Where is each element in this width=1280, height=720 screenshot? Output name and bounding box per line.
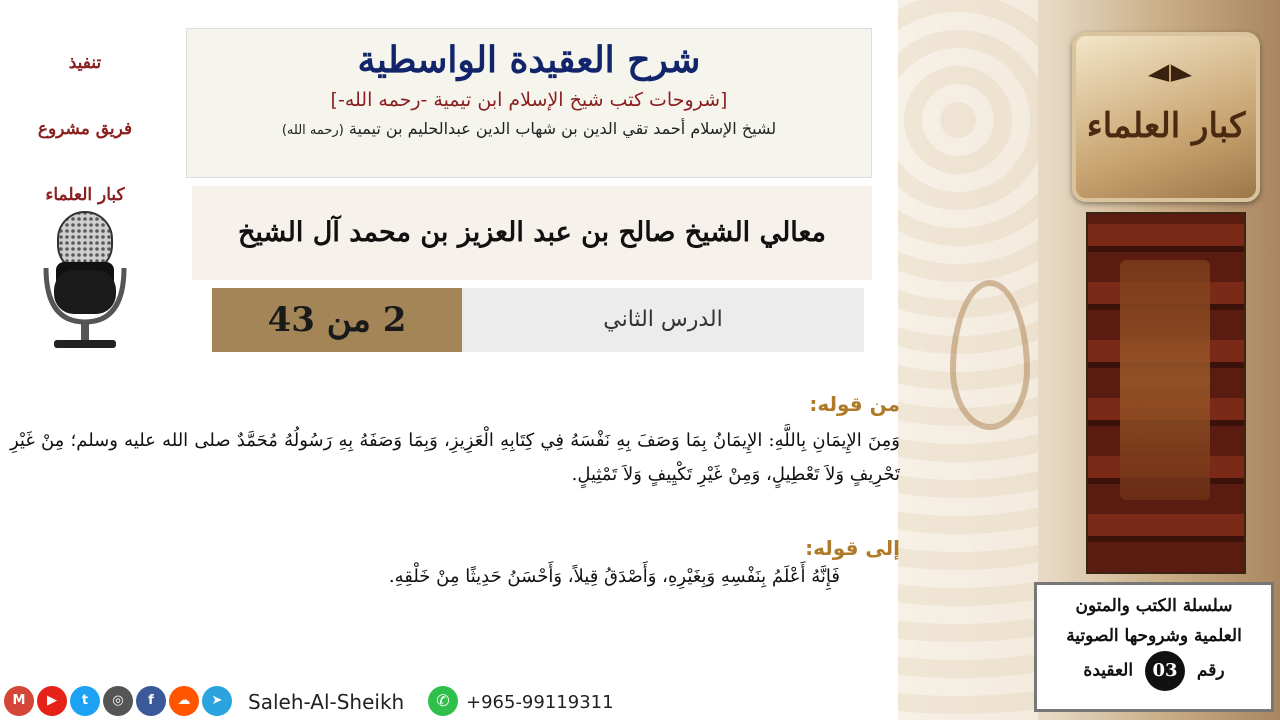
from-text: وَمِنَ الإِيمَانِ بِاللَّهِ: الإِيمَانُ بِمَا وَصَفَ بِهِ نَفْسَهُ فِي كِتَابِهِ الْعَزِيزِ، وَبِمَا وَصَفَهُ بِهِ رَسُولُهُ مُحَمَّدٌ صلى الله عليه وسلم؛ مِنْ غَيْرِ تَحْرِيفٍ وَلاَ تَعْطِيلٍ، وَمِنْ غَيْرِ تَكْيِيفٍ وَلاَ تَمْثِيلٍ. (10, 430, 900, 485)
lesson-bar (212, 288, 864, 352)
instagram-icon[interactable]: ◎ (103, 686, 133, 716)
sheikh-name: معالي الشيخ صالح بن عبد العزيز بن محمد آل الشيخ (192, 186, 872, 280)
social-handle[interactable]: Saleh-Al-Sheikh (248, 690, 405, 714)
book-header (186, 28, 872, 178)
credit-line-1: تنفيذ (68, 53, 102, 73)
credits-column (0, 30, 170, 228)
lesson-name: الدرس الثاني (462, 288, 864, 352)
series-category: العقيدة (1083, 660, 1134, 681)
phone-number[interactable]: +965-99119311 (466, 692, 614, 713)
telegram-icon[interactable]: ➤ (202, 686, 232, 716)
series-line-2: العلمية وشروحها الصوتية (1066, 626, 1242, 646)
soundcloud-icon[interactable]: ☁ (169, 686, 199, 716)
series-line-1: سلسلة الكتب والمتون (1075, 596, 1233, 616)
youtube-icon[interactable]: ▶ (37, 686, 67, 716)
quran-book-icon (1146, 54, 1194, 84)
series-info-box (1034, 582, 1274, 712)
kibar-ulama-logo (1072, 32, 1260, 202)
to-label: إلى قوله: (805, 536, 900, 560)
from-label: من قوله: (809, 392, 900, 416)
series-line-3 (1037, 651, 1271, 691)
author-name: لشيخ الإسلام أحمد تقي الدين بن شهاب الدين عبدالحليم بن تيمية (348, 119, 777, 138)
books-spine-decoration (1120, 260, 1210, 500)
whatsapp-icon[interactable]: ✆ (428, 686, 458, 716)
book-subtitle: [شروحات كتب شيخ الإسلام ابن تيمية -رحمه الله-] (330, 89, 728, 111)
credit-line-3: كبار العلماء (45, 185, 125, 205)
twitter-icon[interactable]: t (70, 686, 100, 716)
book-title: شرح العقيدة الواسطية (357, 39, 701, 81)
facebook-icon[interactable]: f (136, 686, 166, 716)
book-author (187, 119, 871, 138)
series-number-prefix: رقم (1196, 660, 1225, 681)
gmail-icon[interactable]: M (4, 686, 34, 716)
microphone-icon (40, 210, 130, 355)
to-text: فَإِنَّهُ أَعْلَمُ بِنَفْسِهِ وَبِغَيْرِهِ، وَأَصْدَقُ قِيلاً، وَأَحْسَنُ حَدِيثًا مِنْ خَلْقِهِ. (388, 566, 840, 587)
series-number-badge: 03 (1145, 651, 1185, 691)
logo-text: كبار العلماء (1086, 106, 1246, 146)
lesson-number: 2 من 43 (212, 288, 462, 352)
social-footer (4, 684, 624, 718)
author-suffix: (رحمه الله) (281, 123, 344, 138)
credit-line-2: فريق مشروع (37, 119, 133, 139)
